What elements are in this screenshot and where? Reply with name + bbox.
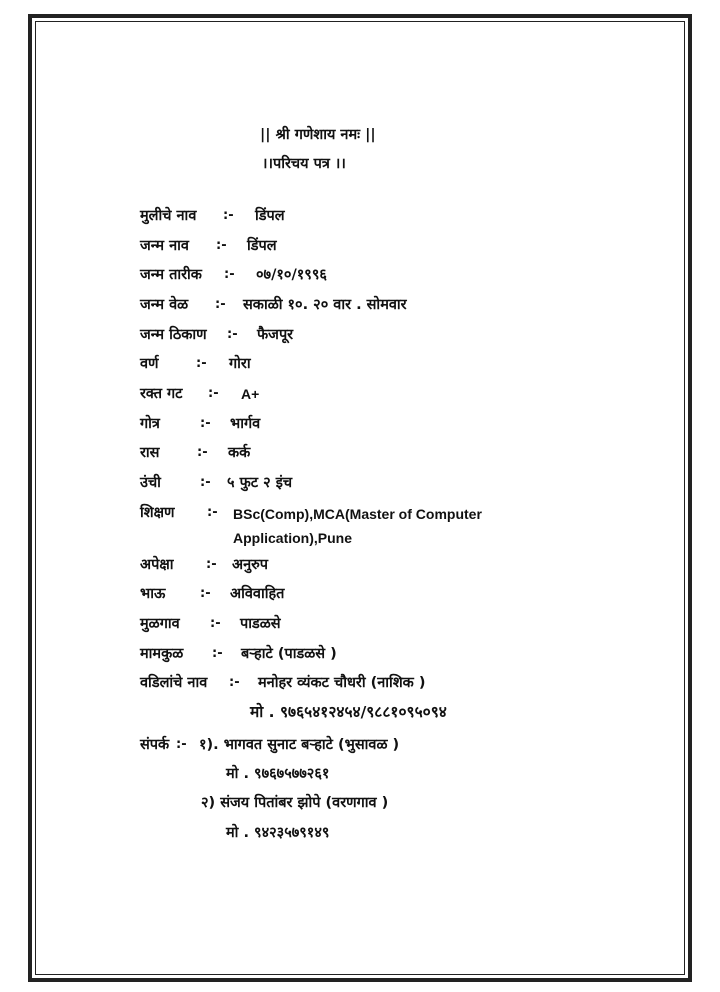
field-value: BSc(Comp),MCA(Master of Computer (233, 506, 482, 522)
contact-1-phone: मो . ९७६७५७७२६१ (226, 766, 330, 782)
field-value: कर्क (228, 445, 251, 461)
field-label: अपेक्षा (140, 557, 174, 573)
field-separator: :- (200, 416, 211, 431)
contact-separator: :- (176, 737, 187, 752)
field-separator: :- (210, 616, 221, 631)
field-separator: :- (216, 238, 227, 253)
field-value: डिंपल (255, 208, 285, 224)
field-separator: :- (206, 557, 217, 572)
contact-label: संपर्क (140, 737, 170, 753)
field-value: फैजपूर (257, 327, 294, 343)
field-value: ५ फुट २ इंच (227, 475, 293, 491)
field-label: रास (140, 445, 160, 461)
field-value: सकाळी १०. २० वार . सोमवार (243, 297, 407, 313)
contact-2-name: २) संजय पितांबर झोपे (वरणगाव ) (201, 795, 389, 811)
field-value: बऱ्हाटे (पाडळसे ) (241, 646, 337, 662)
field-label: मुळगाव (140, 616, 180, 632)
field-label: उंची (140, 475, 161, 491)
field-label: रक्त गट (140, 386, 183, 402)
field-label: जन्म ठिकाण (140, 327, 207, 343)
field-label: मामकुळ (140, 646, 184, 662)
field-label: वर्ण (140, 356, 159, 372)
field-separator: :- (215, 297, 226, 312)
document-title: ।।परिचय पत्र ।। (262, 156, 346, 172)
field-value: अनुरुप (232, 557, 269, 573)
field-separator: :- (197, 445, 208, 460)
field-separator: :- (229, 675, 240, 690)
field-separator: :- (207, 505, 218, 520)
field-value-continued: Application),Pune (233, 530, 352, 546)
field-value: डिंपल (247, 238, 277, 254)
field-label: भाऊ (140, 586, 166, 602)
father-phone: मो . ९७६५४१२४५४/९८८१०९५०९४ (250, 703, 447, 721)
field-value: A+ (241, 386, 260, 402)
field-label: वडिलांचे नाव (140, 675, 208, 691)
field-separator: :- (223, 208, 234, 223)
field-separator: :- (212, 646, 223, 661)
field-label: जन्म वेळ (140, 297, 189, 313)
field-label: शिक्षण (140, 505, 175, 521)
field-label: मुलीचे नाव (140, 208, 197, 224)
field-label: गोत्र (140, 416, 160, 432)
contact-1-name: १). भागवत सुनाट बऱ्हाटे (भुसावळ ) (199, 737, 400, 753)
field-value: पाडळसे (240, 616, 281, 632)
field-value: मनोहर व्यंकट चौधरी (नाशिक ) (258, 675, 426, 691)
invocation: || श्री गणेशाय नमः || (260, 127, 376, 143)
field-value: अविवाहित (230, 586, 285, 602)
field-label: जन्म नाव (140, 238, 189, 254)
contact-2-phone: मो . ९४२३५७९१४९ (226, 825, 330, 841)
field-separator: :- (196, 356, 207, 371)
field-separator: :- (200, 475, 211, 490)
field-value: गोरा (229, 356, 251, 372)
page-border-inner (35, 21, 685, 975)
field-value: भार्गव (230, 416, 261, 432)
field-separator: :- (208, 386, 219, 401)
field-separator: :- (224, 267, 235, 282)
field-separator: :- (227, 327, 238, 342)
field-value: ०७/१०/१९९६ (256, 267, 327, 283)
field-label: जन्म तारीक (140, 267, 202, 283)
field-separator: :- (200, 586, 211, 601)
